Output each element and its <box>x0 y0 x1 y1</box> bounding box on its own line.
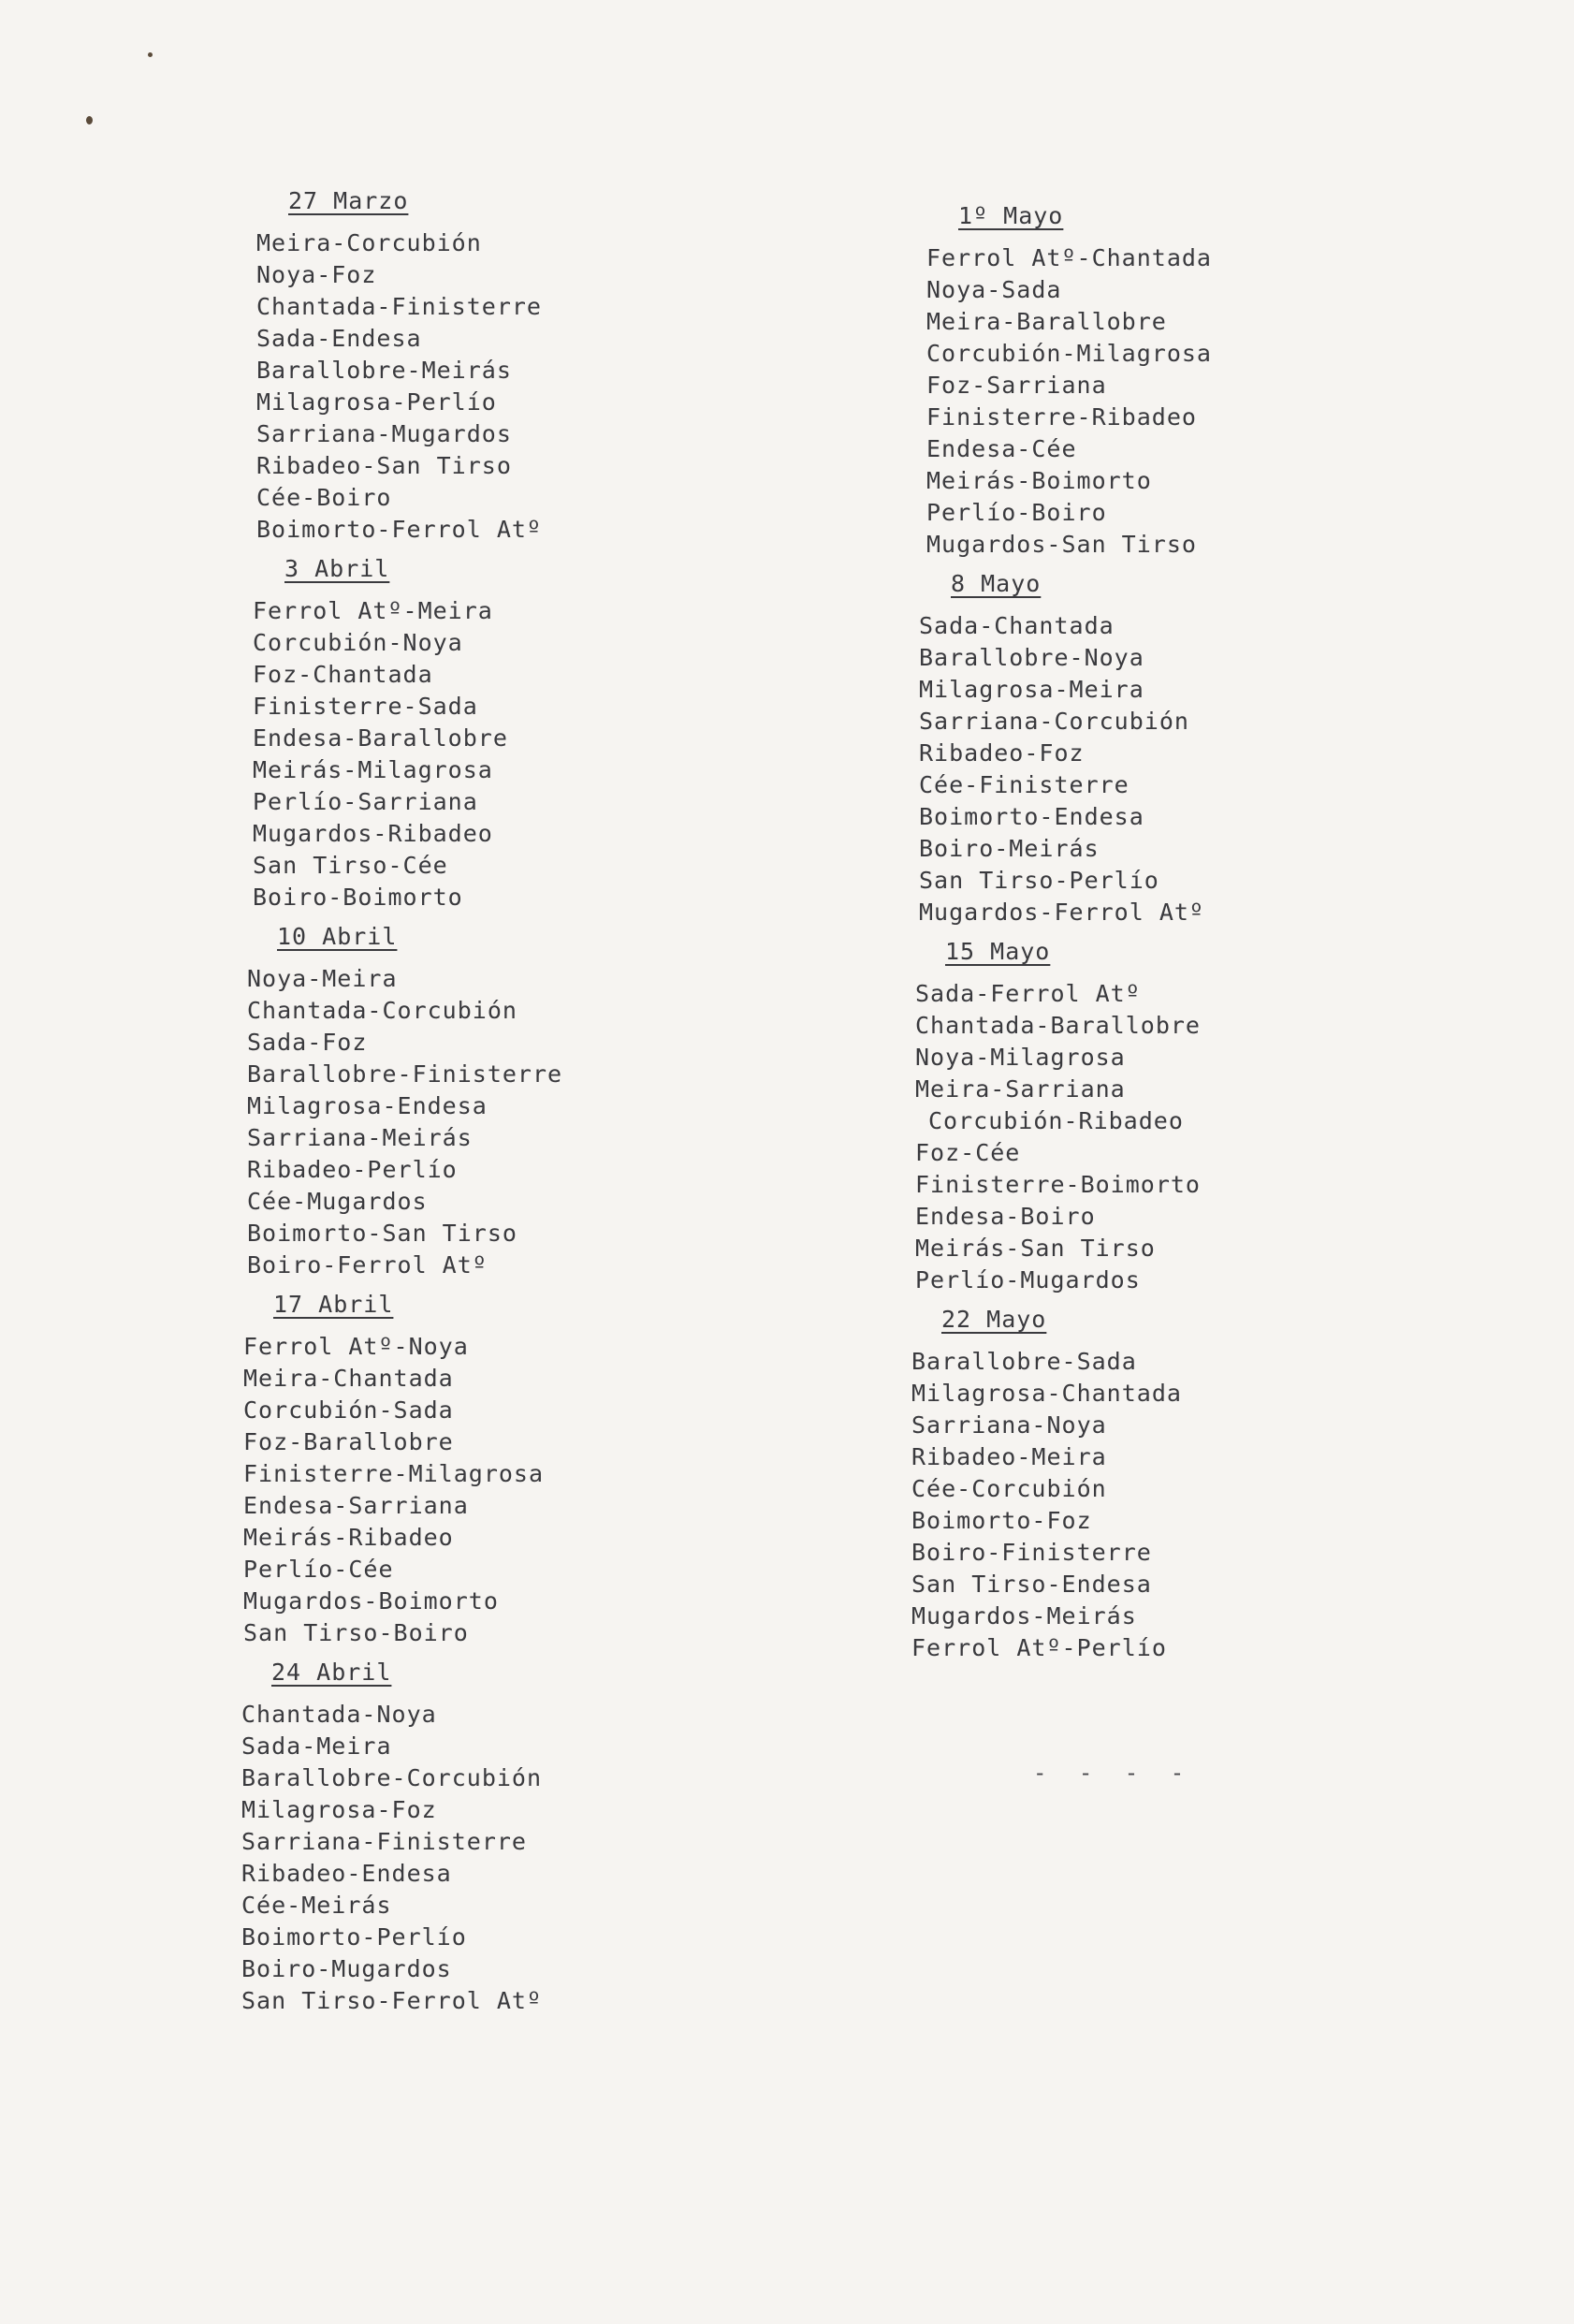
match-item: Cée-Meirás <box>241 1892 392 1919</box>
match-item: Endesa-Cée <box>926 435 1077 462</box>
round-block <box>241 187 840 546</box>
match-item: Foz-Sarriana <box>926 372 1107 399</box>
match-item: Noya-Foz <box>256 261 377 288</box>
match-item: Chantada-Corcubión <box>247 997 517 1024</box>
match-item: Ribadeo-Meira <box>911 1443 1107 1470</box>
match-item: Ribadeo-San Tirso <box>256 452 512 479</box>
match-item: Boiro-Ferrol Atº <box>247 1251 488 1279</box>
match-item: Boiro-Finisterre <box>911 1539 1152 1566</box>
match-item: Foz-Barallobre <box>243 1428 454 1455</box>
match-item: Sarriana-Finisterre <box>241 1828 527 1855</box>
match-item: Ferrol Atº-Chantada <box>926 244 1212 271</box>
match-item: Boiro-Meirás <box>919 835 1100 862</box>
end-marks: - - - - <box>1033 1760 1194 1786</box>
match-item: Corcubión-Ribadeo <box>928 1107 1184 1134</box>
match-list <box>247 963 840 1281</box>
right-column <box>910 202 1508 1674</box>
round-block <box>910 938 1508 1296</box>
round-date: 10 Abril <box>277 923 398 950</box>
round-date: 3 Abril <box>284 555 390 582</box>
match-item: Milagrosa-Endesa <box>247 1092 488 1119</box>
match-item: Foz-Chantada <box>253 661 433 688</box>
match-item: Perlío-Boiro <box>926 499 1107 526</box>
match-item: Ferrol Atº-Meira <box>253 597 493 624</box>
match-item: Cée-Finisterre <box>919 771 1129 798</box>
round-date: 8 Mayo <box>951 570 1042 597</box>
match-item: Cée-Mugardos <box>247 1188 428 1215</box>
match-list <box>915 978 1508 1296</box>
match-item: Milagrosa-Meira <box>919 676 1144 703</box>
match-item: Noya-Meira <box>247 965 398 992</box>
match-item: Meirás-San Tirso <box>915 1235 1156 1262</box>
match-list <box>253 595 840 914</box>
match-item: Barallobre-Sada <box>911 1348 1137 1375</box>
match-item: San Tirso-Boiro <box>243 1619 469 1646</box>
round-date: 1º Mayo <box>958 202 1064 229</box>
match-item: Sarriana-Corcubión <box>919 708 1189 735</box>
match-item: Meira-Barallobre <box>926 308 1167 335</box>
match-item: Sarriana-Mugardos <box>256 420 512 447</box>
match-item: Meira-Corcubión <box>256 229 482 256</box>
round-block <box>910 570 1508 928</box>
match-item: Ribadeo-Perlío <box>247 1156 458 1183</box>
match-item: San Tirso-Ferrol Atº <box>241 1987 543 2014</box>
match-item: Boiro-Boimorto <box>253 884 463 911</box>
match-item: Chantada-Finisterre <box>256 293 542 320</box>
match-item: Endesa-Barallobre <box>253 724 508 752</box>
match-item: Mugardos-Ferrol Atº <box>919 899 1204 926</box>
match-item: Milagrosa-Foz <box>241 1796 437 1823</box>
match-item: Perlío-Cée <box>243 1556 394 1583</box>
match-item: Ferrol Atº-Perlío <box>911 1634 1167 1661</box>
match-list <box>919 610 1508 928</box>
match-item: Perlío-Sarriana <box>253 788 478 815</box>
match-item: Barallobre-Noya <box>919 644 1144 671</box>
match-item: Meira-Sarriana <box>915 1075 1126 1103</box>
match-item: San Tirso-Perlío <box>919 867 1159 894</box>
match-item: Sarriana-Meirás <box>247 1124 473 1151</box>
round-block <box>241 555 840 914</box>
match-item: Meirás-Boimorto <box>926 467 1152 494</box>
match-item: Sada-Meira <box>241 1732 392 1760</box>
ink-speck <box>148 52 153 57</box>
match-item: Finisterre-Boimorto <box>915 1171 1201 1198</box>
match-item: Mugardos-Boimorto <box>243 1587 499 1615</box>
match-item: Sarriana-Noya <box>911 1411 1107 1439</box>
match-item: Meirás-Milagrosa <box>253 756 493 783</box>
match-item: Boimorto-Ferrol Atº <box>256 516 542 543</box>
match-item: Boiro-Mugardos <box>241 1955 452 1982</box>
round-date: 24 Abril <box>271 1659 392 1686</box>
match-item: Finisterre-Ribadeo <box>926 403 1197 431</box>
match-item: Ribadeo-Endesa <box>241 1860 452 1887</box>
match-list <box>911 1346 1508 1664</box>
match-item: Sada-Foz <box>247 1029 368 1056</box>
match-item: Finisterre-Sada <box>253 693 478 720</box>
round-block <box>241 923 840 1281</box>
match-item: Corcubión-Sada <box>243 1396 454 1424</box>
round-date: 15 Mayo <box>945 938 1051 965</box>
match-item: Boimorto-Endesa <box>919 803 1144 830</box>
match-item: Cée-Boiro <box>256 484 392 511</box>
match-item: Meirás-Ribadeo <box>243 1524 454 1551</box>
match-item: Chantada-Noya <box>241 1701 437 1728</box>
match-item: Noya-Milagrosa <box>915 1044 1126 1071</box>
match-item: Corcubión-Milagrosa <box>926 340 1212 367</box>
match-item: Noya-Sada <box>926 276 1062 303</box>
match-item: Barallobre-Meirás <box>256 357 512 384</box>
match-item: Chantada-Barallobre <box>915 1012 1201 1039</box>
match-item: Milagrosa-Perlío <box>256 388 497 416</box>
match-item: Sada-Chantada <box>919 612 1115 639</box>
match-item: Corcubión-Noya <box>253 629 463 656</box>
round-date: 22 Mayo <box>941 1306 1047 1333</box>
match-item: Sada-Ferrol Atº <box>915 980 1141 1007</box>
round-date: 17 Abril <box>273 1291 394 1318</box>
match-list <box>256 227 840 546</box>
match-item: Mugardos-Meirás <box>911 1602 1137 1630</box>
match-list <box>243 1331 840 1649</box>
match-item: Mugardos-San Tirso <box>926 531 1197 558</box>
match-item: Endesa-Boiro <box>915 1203 1096 1230</box>
match-item: Endesa-Sarriana <box>243 1492 469 1519</box>
match-item: Barallobre-Finisterre <box>247 1060 563 1088</box>
match-item: Sada-Endesa <box>256 325 422 352</box>
match-item: Finisterre-Milagrosa <box>243 1460 545 1487</box>
round-block <box>910 1306 1508 1664</box>
match-item: Boimorto-Perlío <box>241 1923 467 1951</box>
match-item: Ribadeo-Foz <box>919 739 1085 767</box>
match-item: Cée-Corcubión <box>911 1475 1107 1502</box>
left-column <box>241 187 840 2026</box>
match-item: Mugardos-Ribadeo <box>253 820 493 847</box>
round-block <box>241 1659 840 2017</box>
round-block <box>241 1291 840 1649</box>
match-item: Milagrosa-Chantada <box>911 1380 1182 1407</box>
match-item: Barallobre-Corcubión <box>241 1764 543 1791</box>
ink-speck <box>86 116 93 124</box>
round-date: 27 Marzo <box>288 187 409 214</box>
match-item: Meira-Chantada <box>243 1365 454 1392</box>
match-item: San Tirso-Endesa <box>911 1571 1152 1598</box>
match-item: Boimorto-San Tirso <box>247 1220 517 1247</box>
match-item: San Tirso-Cée <box>253 852 448 879</box>
match-item: Ferrol Atº-Noya <box>243 1333 469 1360</box>
match-item: Boimorto-Foz <box>911 1507 1092 1534</box>
match-item: Foz-Cée <box>915 1139 1021 1166</box>
match-list <box>926 242 1508 561</box>
match-item: Perlío-Mugardos <box>915 1266 1141 1294</box>
round-block <box>910 202 1508 561</box>
match-list <box>241 1699 840 2017</box>
